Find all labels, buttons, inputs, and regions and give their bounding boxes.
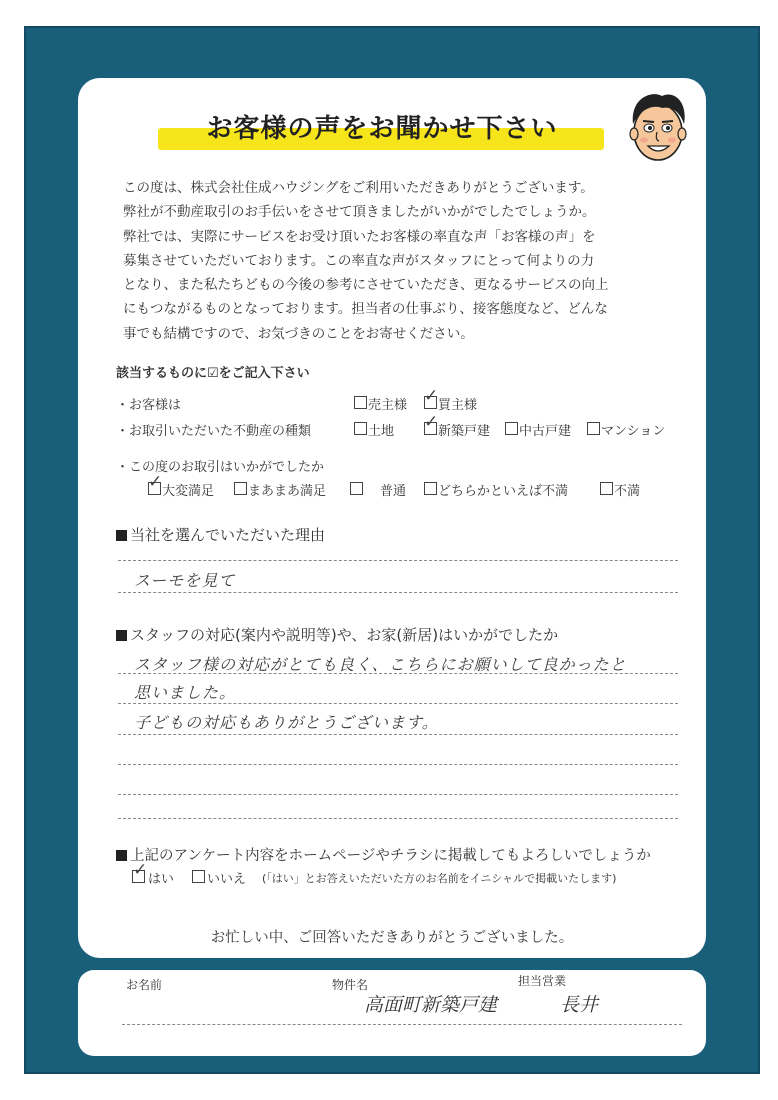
new-house-check-mark-icon: ✓	[424, 412, 439, 432]
publish-no-option: いいえ	[207, 872, 247, 887]
publish-note: (「はい」とお答えいただいた方のお名前をイニシャルで掲載いたします)	[262, 872, 617, 885]
intro-line: 募集させていただいております。この率直な声がスタッフにとって何よりの力	[123, 252, 595, 269]
neutral-option: 普通	[380, 484, 407, 499]
customer-label: ・お客様は	[116, 398, 182, 413]
staff-mascot-icon	[622, 88, 694, 168]
used-house-checkbox[interactable]	[505, 422, 518, 435]
land-option: 土地	[368, 424, 395, 439]
dissatisfied-option: 不満	[614, 484, 641, 499]
condo-checkbox[interactable]	[587, 422, 600, 435]
intro-line: 弊社では、実際にサービスをお受け頂いたお客様の率直な声「お客様の声」を	[123, 228, 596, 245]
staff-answer-line-3: 子どもの対応もありがとうございます。	[134, 713, 439, 732]
title-area	[162, 104, 602, 150]
seller-checkbox[interactable]	[354, 396, 367, 409]
publish-yes-option: はい	[148, 872, 175, 887]
intro-text	[123, 176, 683, 346]
answer-line	[118, 764, 678, 765]
somewhat-dissatisfied-checkbox[interactable]	[424, 482, 437, 495]
property-name-label: 物件名	[332, 978, 369, 992]
survey-panel	[78, 78, 706, 958]
answer-line	[118, 734, 678, 735]
buyer-check-mark-icon: ✓	[424, 386, 439, 406]
square-bullet-icon	[116, 850, 127, 861]
answer-line	[118, 703, 678, 704]
intro-line: 弊社が不動産取引のお手伝いをさせて頂きましたがいかがでしたでしょうか。	[123, 204, 596, 221]
answer-line	[118, 673, 678, 674]
answer-line	[118, 794, 678, 795]
intro-line: となり、また私たちどもの今後の参考にさせていただき、更なるサービスの向上	[123, 277, 609, 294]
answer-line	[118, 560, 678, 561]
land-checkbox[interactable]	[354, 422, 367, 435]
satisfaction-label: ・この度のお取引はいかがでしたか	[116, 460, 325, 475]
satisfied-checkbox[interactable]	[234, 482, 247, 495]
instruction-text: 該当するものに☑をご記入下さい	[116, 366, 310, 381]
new-house-option: 新築戸建	[438, 424, 491, 439]
buyer-option: 買主様	[438, 398, 478, 413]
very-satisfied-option: 大変満足	[162, 484, 215, 499]
somewhat-dissatisfied-option: どちらかといえば不満	[438, 484, 569, 499]
very-satisfied-check-mark-icon: ✓	[148, 472, 163, 492]
signature-line	[122, 1024, 682, 1025]
seller-option: 売主様	[368, 398, 408, 413]
square-bullet-icon	[116, 530, 127, 541]
satisfied-option: まあまあ満足	[248, 484, 327, 499]
signature-panel	[78, 970, 706, 1056]
square-bullet-icon	[116, 630, 127, 641]
thanks-message: お忙しい中、ご回答いただきありがとうございました。	[210, 930, 574, 946]
staff-heading: スタッフの対応(案内や説明等)や、お家(新居)はいかがでしたか	[116, 624, 558, 645]
sales-rep-value: 長井	[560, 994, 599, 1016]
dissatisfied-checkbox[interactable]	[600, 482, 613, 495]
condo-option: マンション	[601, 424, 666, 439]
page-title: お客様の声をお聞かせ下さい	[206, 114, 558, 144]
used-house-option: 中古戸建	[519, 424, 572, 439]
property-label: ・お取引いただいた不動産の種類	[116, 424, 312, 439]
answer-line	[118, 818, 678, 819]
reason-heading: 当社を選んでいただいた理由	[116, 524, 325, 545]
publish-no-checkbox[interactable]	[192, 870, 205, 883]
staff-answer-line-2: 思いました。	[134, 683, 237, 702]
intro-line: 事でも結構ですので、お気づきのことをお寄せください。	[123, 325, 474, 342]
sales-rep-label: 担当営業	[518, 974, 567, 988]
reason-answer: スーモを見て	[134, 571, 236, 590]
property-name-value: 高面町新築戸建	[364, 994, 498, 1016]
intro-line: この度は、株式会社住成ハウジングをご利用いただきありがとうございます。	[123, 180, 594, 196]
name-label: お名前	[126, 978, 163, 992]
answer-line	[118, 592, 678, 593]
neutral-checkbox[interactable]	[350, 482, 363, 495]
publish-heading: 上記のアンケート内容をホームページやチラシに掲載してもよろしいでしょうか	[116, 844, 651, 865]
staff-answer-line-1: スタッフ様の対応がとても良く、こちらにお願いして良かったと	[134, 655, 627, 674]
intro-line: にもつながるものとなっております。担当者の仕事ぶり、接客態度など、どんな	[123, 301, 608, 318]
publish-yes-check-mark-icon: ✓	[133, 860, 148, 880]
